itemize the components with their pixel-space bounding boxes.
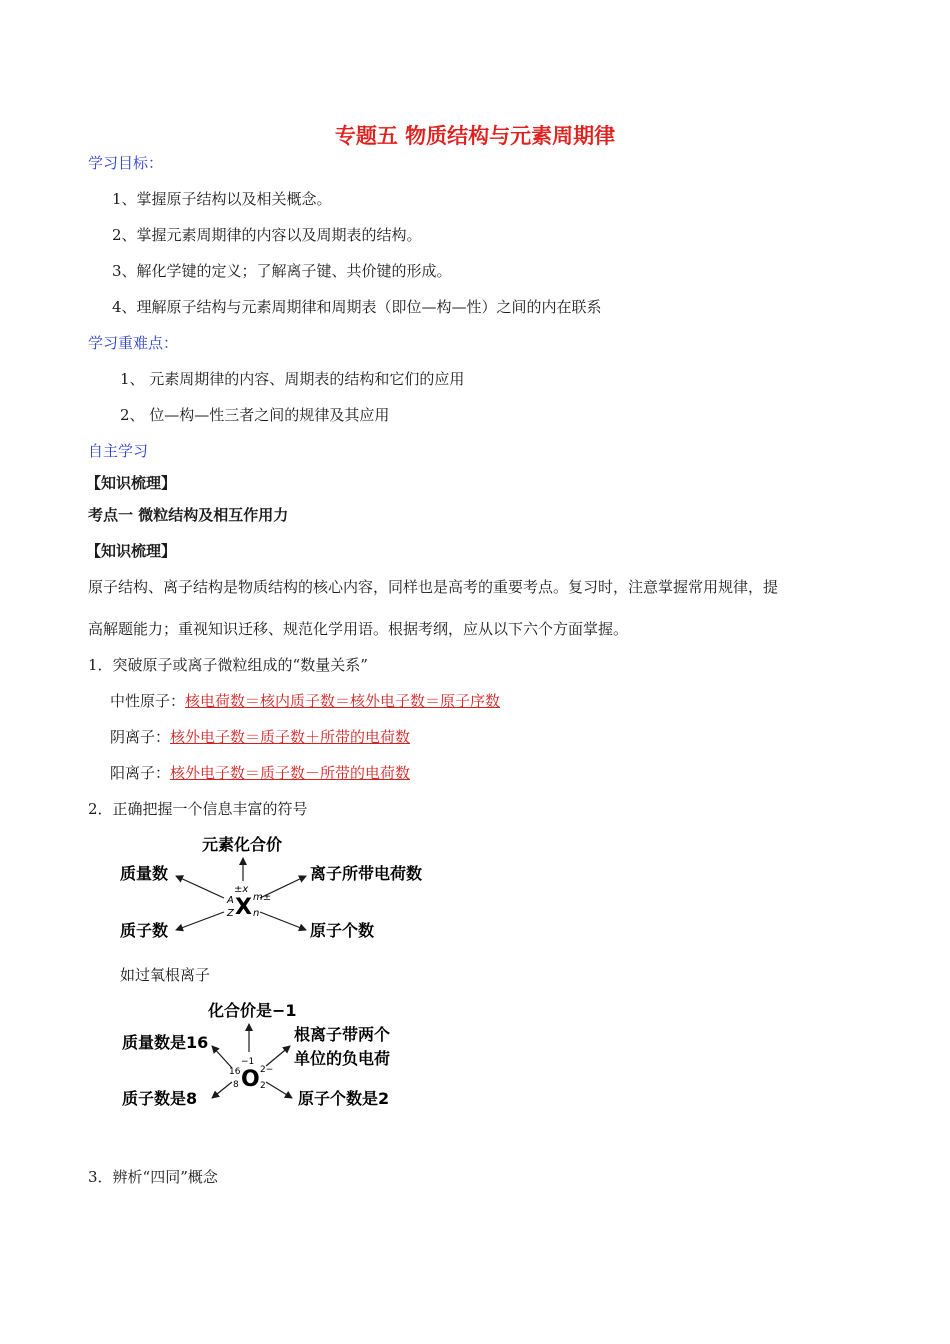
relation-cation (110, 762, 410, 783)
arrow (176, 876, 224, 898)
key-point-item: 1、 元素周期律的内容、周期表的结构和它们的应用 (120, 370, 465, 388)
diagram1-lower-right-label: 原子个数 (310, 921, 375, 940)
proton-number-sub: Z (227, 908, 234, 919)
arrow (266, 1046, 290, 1066)
goal-item: 2、掌握元素周期律的内容以及周期表的结构。 (112, 226, 422, 244)
mass-number-sup: A (227, 895, 234, 906)
relation-formula: 核外电子数＝质子数－所带的电荷数 (170, 764, 411, 782)
point-one-heading: 考点一 微粒结构及相互作用力 (88, 506, 289, 524)
proton-number-sub: 8 (233, 1080, 239, 1090)
arrow (266, 1082, 292, 1098)
intro-paragraph-line: 原子结构、离子结构是物质结构的核心内容，同样也是高考的重要考点。复习时，注意掌握常用规律，提 (88, 578, 779, 596)
example-label: 如过氧根离子 (120, 966, 211, 984)
atom-count-sub: 2 (260, 1081, 266, 1091)
element-symbol: O (241, 1067, 260, 1092)
item2-heading: 2．正确把握一个信息丰富的符号 (88, 800, 308, 818)
arrow (176, 912, 224, 930)
peroxide-ion-diagram (112, 994, 422, 1116)
element-symbol: X (235, 895, 252, 920)
relation-label: 阴离子： (110, 728, 171, 746)
atom-count-sub: n (253, 908, 260, 919)
diagram2-lower-right-label: 原子个数是2 (298, 1089, 390, 1108)
arrow (212, 1082, 232, 1098)
key-point-item: 2、 位—构—性三者之间的规律及其应用 (120, 406, 390, 424)
item1-heading: 1．突破原子或离子微粒组成的“数量关系” (88, 656, 368, 674)
goal-item: 4、理解原子结构与元素周期律和周期表（即位—构—性）之间的内在联系 (112, 298, 602, 316)
diagram2-upper-left-label: 质量数是16 (122, 1033, 209, 1052)
goal-item: 3、解化学键的定义；了解离子键、共价键的形成。 (112, 262, 452, 280)
relation-neutral-atom (110, 690, 500, 711)
item3-heading: 3．辨析“四同”概念 (88, 1168, 218, 1186)
relation-anion (110, 726, 410, 747)
diagram1-upper-right-label: 离子所带电荷数 (310, 864, 423, 883)
key-points-heading: 学习重难点： (88, 334, 179, 352)
arrow (260, 912, 306, 930)
diagram1-top-label: 元素化合价 (202, 835, 283, 854)
valence-sup: ±x (234, 884, 249, 895)
diagram1-upper-left-label: 质量数 (120, 864, 169, 883)
charge-sup: m± (253, 892, 272, 903)
intro-paragraph-line: 高解题能力；重视知识迁移、规范化学用语。根据考纲，应从以下六个方面掌握。 (88, 620, 629, 638)
knowledge-tag: 【知识梳理】 (86, 542, 177, 560)
goals-heading: 学习目标： (88, 154, 164, 172)
diagram2-top-label: 化合价是−1 (208, 1001, 297, 1020)
charge-sup: 2− (260, 1065, 274, 1075)
diagram2-upper-right-label: 单位的负电荷 (294, 1049, 391, 1068)
relation-formula: 核外电子数＝质子数＋所带的电荷数 (170, 728, 411, 746)
page-title: 专题五 物质结构与元素周期律 (334, 124, 616, 148)
diagram2-lower-left-label: 质子数是8 (122, 1089, 198, 1108)
self-study-heading: 自主学习 (88, 442, 149, 460)
valence-sup: −1 (241, 1057, 255, 1067)
mass-number-sup: 16 (229, 1067, 241, 1077)
relation-formula: 核电荷数＝核内质子数＝核外电子数＝原子序数 (185, 692, 501, 710)
relation-label: 阳离子： (110, 764, 171, 782)
relation-label: 中性原子： (110, 692, 186, 710)
goal-item: 1、掌握原子结构以及相关概念。 (112, 190, 332, 208)
diagram2-upper-right-label: 根离子带两个 (294, 1025, 391, 1044)
nuclide-symbol-diagram (110, 826, 450, 948)
arrow (212, 1046, 232, 1068)
knowledge-tag: 【知识梳理】 (86, 474, 177, 492)
diagram1-lower-left-label: 质子数 (120, 921, 169, 940)
